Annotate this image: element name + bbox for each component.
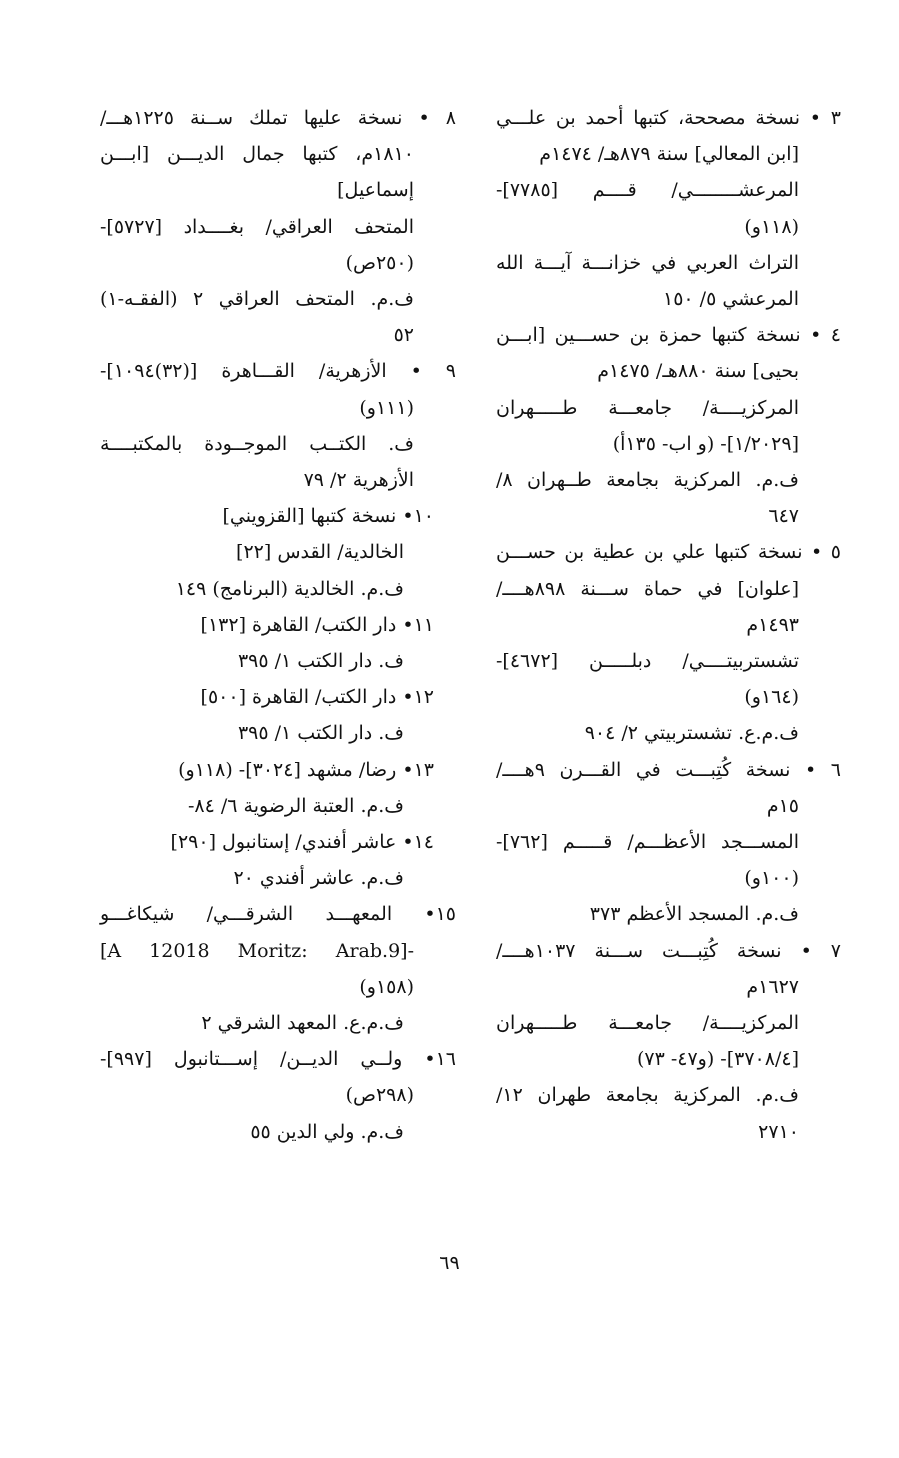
text-line: ٧ • نسخة كُتِبـــت ســـنة ١٠٣٧هــــ/ bbox=[496, 939, 841, 962]
text-line: الأزهرية ٢/ ٧٩ bbox=[303, 469, 414, 492]
text-line: الخالدية/ القدس [٢٢] bbox=[236, 541, 404, 564]
text-line: [A 12018 Moritz: Arab.9]- bbox=[100, 939, 414, 962]
text-line: ف. دار الكتب ١/ ٣٩٥ bbox=[237, 650, 404, 673]
text-line: المرعشــــــــي/ قــــم [٧٧٨٥]- bbox=[496, 179, 799, 202]
text-line: ١٥م bbox=[766, 794, 799, 817]
text-line: المســـجد الأعظـــم/ قـــــم [٧٦٢]- bbox=[496, 831, 799, 854]
text-line: (١٦٤و) bbox=[744, 686, 799, 709]
text-line: المتحف العراقي/ بغــــداد [٥٧٢٧]- bbox=[100, 215, 414, 238]
right-column bbox=[496, 100, 841, 1150]
page-number: ٦٩ bbox=[439, 1252, 460, 1274]
text-line: التراث العربي في خزانـــة آيـــة الله bbox=[496, 251, 799, 274]
text-line: ١٤• عاشر أفندي/ إستانبول [٢٩٠] bbox=[170, 831, 434, 854]
text-line: (١٥٨و) bbox=[359, 975, 414, 998]
text-line: ٩ • الأزهرية/ القـــاهرة [(٣٢)١٠٩٤]- bbox=[100, 360, 456, 383]
text-line: ف.م. العتبة الرضوية ٦/ ٨٤- bbox=[187, 794, 404, 817]
text-line: (٢٥٠ص) bbox=[345, 251, 414, 274]
text-line: ف.م. عاشر أفندي ٢٠ bbox=[233, 867, 404, 890]
text-line: ف.م.ع. المعهد الشرقي ٢ bbox=[201, 1012, 404, 1035]
text-line: ٦ • نسخة كُتِبـــت في القـــرن ٩هــــ/ bbox=[496, 758, 841, 781]
text-line: إسماعيل] bbox=[337, 179, 414, 202]
text-line: [٣٧٠٨/٤]- (و٤٧- ٧٣) bbox=[636, 1048, 799, 1071]
text-line: ف.م. المسجد الأعظم ٣٧٣ bbox=[589, 903, 799, 926]
text-line: ف.م. المركزية بجامعة طــهران ٨/ bbox=[496, 469, 799, 492]
text-line: ف.م. المركزية بجامعة طهران ١٢/ bbox=[496, 1084, 799, 1107]
text-line: ٤ • نسخة كتبها حمزة بن حســـين [ابـــن bbox=[496, 324, 841, 347]
text-line: ٦٤٧ bbox=[768, 505, 799, 528]
text-line: (١١١و) bbox=[359, 396, 414, 419]
text-line: ١٥• المعهـــد الشرقـــي/ شيكاغـــو bbox=[100, 903, 456, 926]
text-line: بحيى] سنة ٨٨٠هـ/ ١٤٧٥م bbox=[597, 360, 799, 383]
text-line: ف. الكتــب الموجــودة بالمكتبــــة bbox=[100, 432, 414, 455]
text-line: المرعشي ٥/ ١٥٠ bbox=[663, 288, 799, 311]
text-line: [علوان] في حماة ســـنة ٨٩٨هــــ/ bbox=[496, 577, 799, 600]
text-line: [١/٢٠٢٩]- (و اب- ١٣٥أ) bbox=[612, 432, 799, 455]
text-line: ٥ • نسخة كتبها علي بن عطية بن حســـن bbox=[496, 541, 841, 564]
text-line: تشستربيتــــي/ دبلـــــن [٤٦٧٢]- bbox=[496, 650, 799, 673]
text-line: ف.م. المتحف العراقي ٢ (الفقـه-١) bbox=[100, 288, 414, 311]
text-line: ف.م. الخالدية (البرنامج) ١٤٩ bbox=[175, 577, 404, 600]
text-line: ٢٧١٠ bbox=[758, 1120, 799, 1143]
text-line: المركزيــــة/ جامعـــة طـــــهران bbox=[496, 396, 799, 419]
text-line: ١٦٢٧م bbox=[746, 975, 799, 998]
text-line: ١٤٩٣م bbox=[746, 613, 799, 636]
text-line: (٢٩٨ص) bbox=[345, 1084, 414, 1107]
text-line: (١٠٠و) bbox=[744, 867, 799, 890]
left-column bbox=[100, 100, 456, 1150]
text-line: [ابن المعالي] سنة ٨٧٩هـ/ ١٤٧٤م bbox=[539, 143, 799, 166]
text-line: ف.م. ولي الدين ٥٥ bbox=[250, 1120, 404, 1143]
text-line: المركزيــــة/ جامعـــة طـــــهران bbox=[496, 1012, 799, 1035]
text-line: ٨ • نسخة عليها تملك ســنة ١٢٢٥هـــ/ bbox=[100, 107, 456, 129]
text-line: ١٨١٠م، كتبها جمال الديـــن [ابـــن bbox=[100, 143, 414, 166]
text-line: ١١• دار الكتب/ القاهرة [١٣٢] bbox=[200, 613, 434, 636]
text-line: ف. دار الكتب ١/ ٣٩٥ bbox=[237, 722, 404, 745]
text-line: ١٠• نسخة كتبها [القزويني] bbox=[222, 505, 434, 528]
text-line: ١٢• دار الكتب/ القاهرة [٥٠٠] bbox=[200, 686, 434, 709]
text-line: ف.م.ع. تشستربيتي ٢/ ٩٠٤ bbox=[584, 722, 799, 745]
text-line: ٥٢ bbox=[393, 324, 414, 347]
text-line: ١٦• ولــي الديــن/ إســـتانبول [٩٩٧]- bbox=[100, 1048, 456, 1071]
text-line: ١٣• رضا/ مشهد [٣٠٢٤]- (١١٨و) bbox=[178, 758, 434, 781]
text-line: ٣ • نسخة مصححة، كتبها أحمد بن علـــي bbox=[496, 107, 841, 129]
text-line: (١١٨و) bbox=[744, 215, 799, 238]
